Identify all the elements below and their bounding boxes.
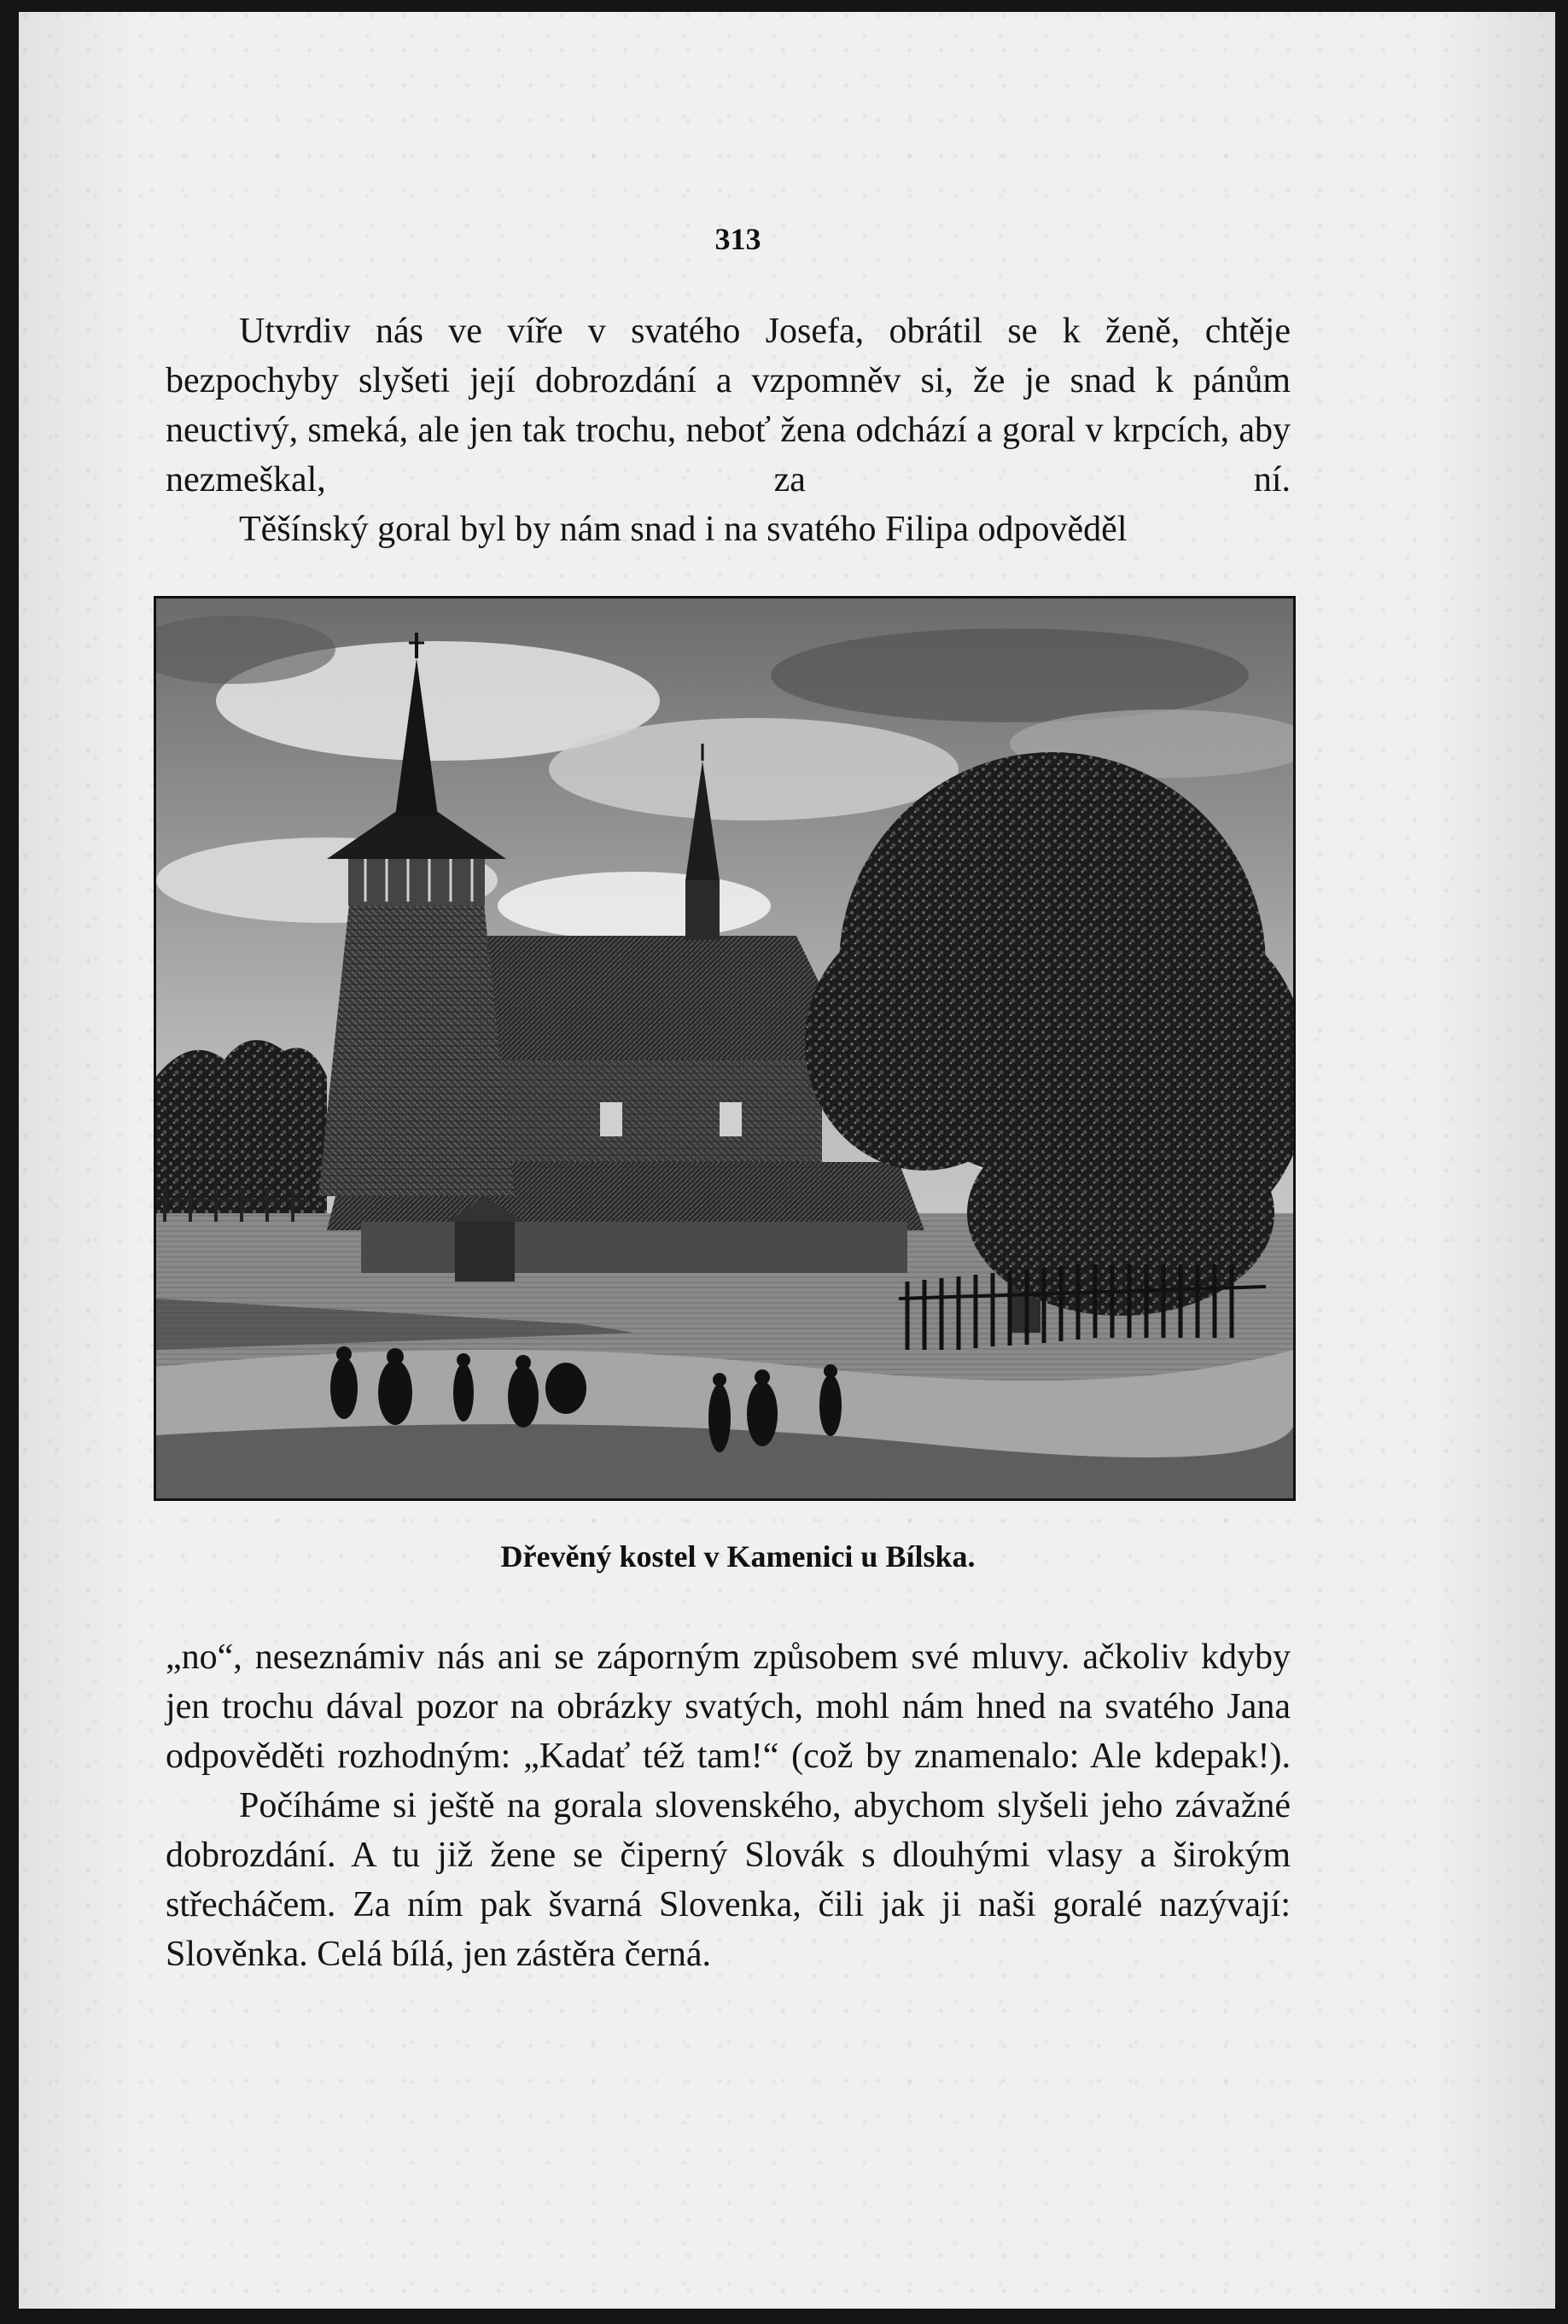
text-above-figure: [166, 307, 1291, 554]
paragraph-4: Počíháme si ještě na gorala slovenského, abychom slyšeli jeho závažné dobrozdání. A tu již žene se čiperný Slovák s dlouhými vlasy a širokým střecháčem. Za ním pak švarná Slovenka, čili jak ji naši goralé nazývají: Slověnka. Celá bílá, jen zástěra černá.: [166, 1786, 1291, 1974]
woodcut-illustration-wooden-church-icon: [156, 599, 1293, 1498]
paragraph-1: Utvrdiv nás ve víře v svatého Josefa, obrátil se k ženě, chtěje bezpochyby slyšeti její dobrozdání a vzpomněv si, že je snad k pánům neuctivý, smeká, ale jen tak trochu, neboť žena odchází a goral v krpcích, aby nezmeškal, za ní.: [166, 312, 1291, 499]
text-below-figure: [166, 1632, 1291, 1979]
page-number: 313: [714, 222, 761, 256]
paragraph-3: „no“, neseznámiv nás ani se záporným způsobem své mluvy. ačkoliv kdyby jen trochu dával pozor na obrázky svatých, mohl nám hned na svatého Jana odpověděti rozhodným: „Kadať též tam!“ (což by znamenalo: Ale kdepak!).: [166, 1638, 1291, 1776]
scanned-page: [19, 12, 1555, 2309]
paragraph-2: Těšínský goral byl by nám snad i na svatého Filipa odpověděl: [239, 510, 1128, 549]
figure-caption: Dřevěný kostel v Kamenici u Bílska.: [500, 1539, 976, 1574]
church-illustration: [154, 596, 1296, 1501]
